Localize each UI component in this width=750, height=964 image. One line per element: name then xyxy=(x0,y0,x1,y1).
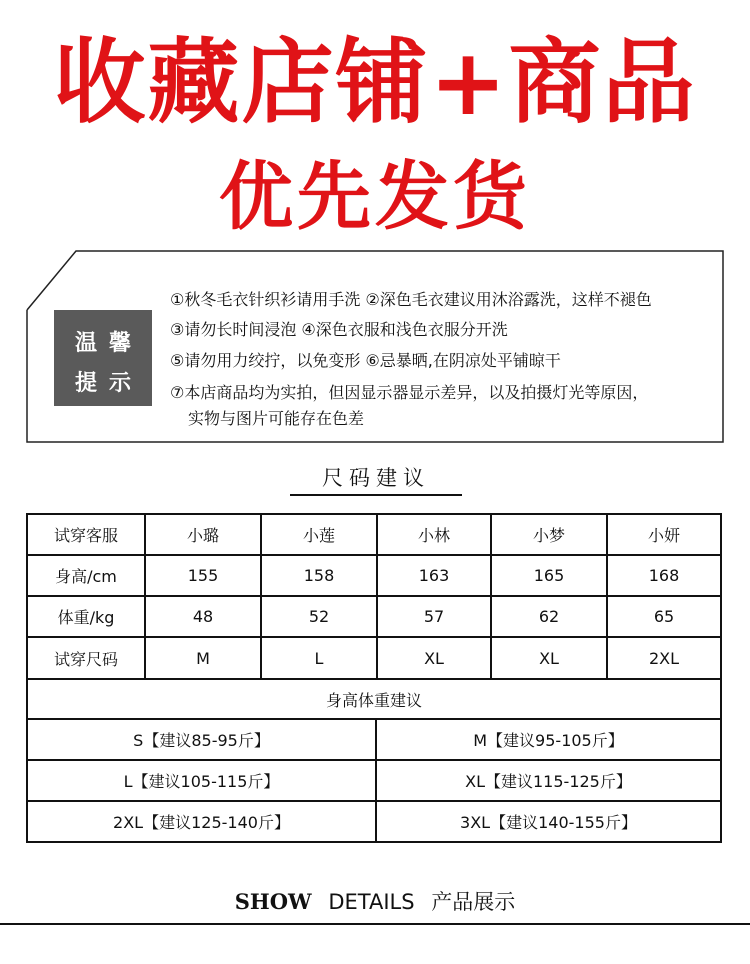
tips-badge xyxy=(54,310,152,406)
tips-badge-line2: 提示 xyxy=(74,371,143,396)
advice-cell: 3XL【建议140-155斤】 xyxy=(460,813,637,832)
table-cell: M xyxy=(146,638,262,680)
table-cell: 2XL xyxy=(608,638,720,680)
table-cell: 168 xyxy=(608,556,720,597)
tip-line-5: 实物与图片可能存在色差 xyxy=(188,409,365,428)
table-cell: 155 xyxy=(146,556,262,597)
size-table xyxy=(26,513,722,843)
table-cell: 试穿尺码 xyxy=(28,638,146,680)
footer-divider xyxy=(0,923,750,925)
advice-cell: L【建议105-115斤】 xyxy=(28,761,377,802)
table-cell: 65 xyxy=(608,597,720,638)
table-cell: 158 xyxy=(262,556,378,597)
tip-line-3: ⑤请勿用力绞拧，以免变形 ⑥忌暴晒,在阴凉处平铺晾干 xyxy=(170,351,561,370)
advice-cell: M【建议95-105斤】 xyxy=(377,720,720,761)
size-chart-title-underline xyxy=(290,494,462,496)
tip-line-2: ③请勿长时间浸泡 ④深色衣服和浅色衣服分开洗 xyxy=(170,320,508,339)
table-cell: 165 xyxy=(492,556,608,597)
table-cell: L xyxy=(262,638,378,680)
advice-cell: S【建议85-95斤】 xyxy=(28,720,377,761)
details-text: DETAILS xyxy=(328,890,415,914)
table-cell: XL xyxy=(378,638,492,680)
product-showcase-text: 产品展示 xyxy=(431,890,516,914)
table-header-cell: 小璐 xyxy=(146,515,262,556)
advice-title: 身高体重建议 xyxy=(28,680,720,720)
table-cell: 体重/kg xyxy=(28,597,146,638)
tips-badge-line1: 温馨 xyxy=(74,331,143,356)
table-header-cell: 小妍 xyxy=(608,515,720,556)
show-text: SHOW xyxy=(234,889,312,914)
table-cell: 57 xyxy=(378,597,492,638)
table-header-cell: 小林 xyxy=(378,515,492,556)
table-cell: 62 xyxy=(492,597,608,638)
table-cell: 163 xyxy=(378,556,492,597)
table-cell: 48 xyxy=(146,597,262,638)
banner-title: 收藏店铺+商品 xyxy=(53,29,697,136)
table-cell: 52 xyxy=(262,597,378,638)
size-chart-title: 尺码建议 xyxy=(322,466,430,490)
table-cell: 身高/cm xyxy=(28,556,146,597)
table-cell: XL xyxy=(492,638,608,680)
advice-cell: 2XL【建议125-140斤】 xyxy=(28,802,377,841)
section-heading xyxy=(0,886,750,916)
table-header-cell: 小莲 xyxy=(262,515,378,556)
advice-cell: XL【建议115-125斤】 xyxy=(377,761,720,802)
tip-line-1: ①秋冬毛衣针织衫请用手洗 ②深色毛衣建议用沐浴露洗，这样不褪色 xyxy=(170,290,652,309)
banner-subtitle: 优先发货 xyxy=(219,154,531,240)
table-header-cell: 试穿客服 xyxy=(28,515,146,556)
tip-line-4: ⑦本店商品均为实拍，但因显示器显示差异，以及拍摄灯光等原因， xyxy=(170,383,649,402)
table-header-cell: 小梦 xyxy=(492,515,608,556)
